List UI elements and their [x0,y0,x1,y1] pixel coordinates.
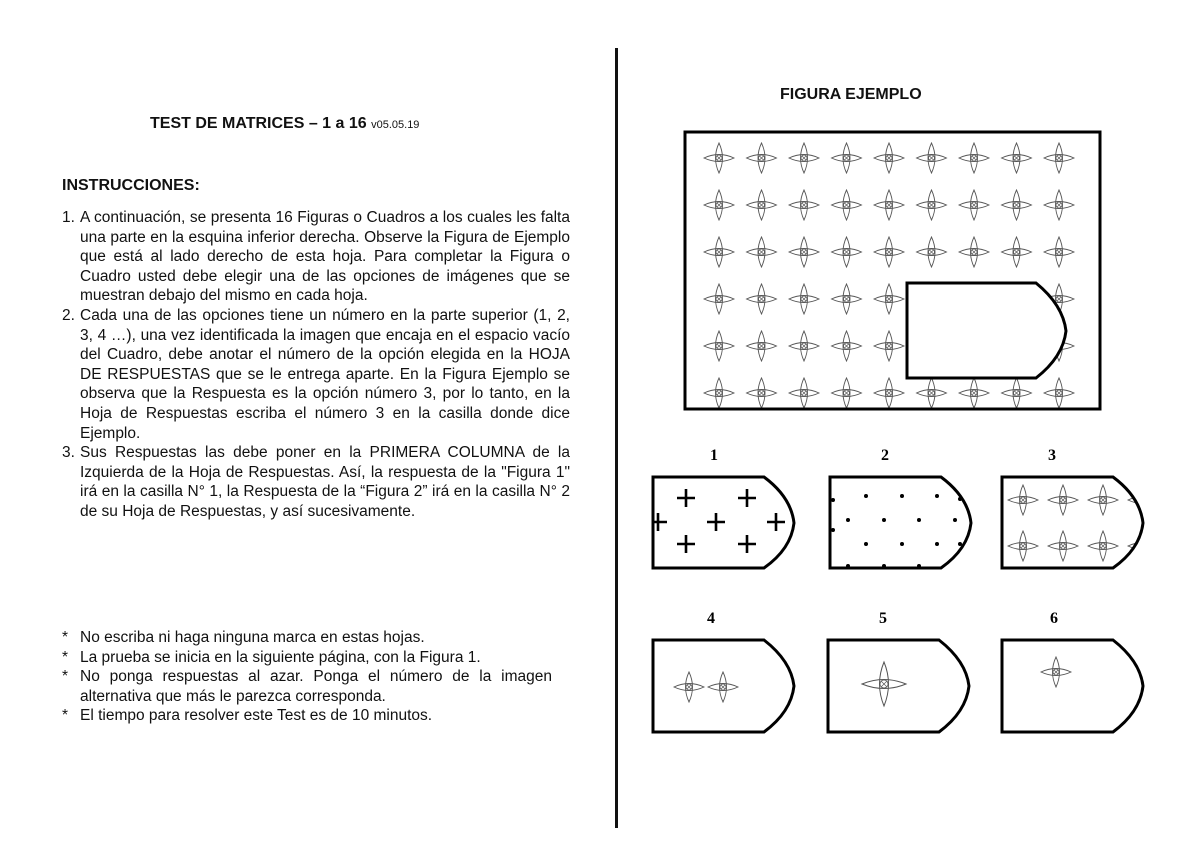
star-icon [747,190,777,220]
star-icon [917,143,947,173]
option-5-label: 5 [879,610,887,627]
star-icon [959,237,989,267]
note-text: La prueba se inicia en la siguiente página, con la Figura 1. [80,648,481,666]
matrix-figure [685,132,1100,409]
option-6-piece [1002,640,1143,732]
star-icon [874,331,904,361]
note-marker: * [62,707,69,725]
title-text: TEST DE MATRICES – 1 a 16 [150,115,367,132]
option-3-label: 3 [1048,447,1056,464]
instructions-heading: INSTRUCCIONES: [62,177,200,194]
star-icon [704,237,734,267]
star-icon [1002,190,1032,220]
star-icon [874,284,904,314]
example-figure-title: FIGURA EJEMPLO [780,86,922,103]
step-number: 2. [62,306,75,324]
star-icon [1044,143,1074,173]
star-icon [874,237,904,267]
star-icon [917,237,947,267]
star-icon [874,143,904,173]
missing-piece-area [907,283,1066,378]
option-6-outline [1002,640,1143,732]
option-2-piece [830,477,971,568]
star-icon [832,331,862,361]
step-number: 1. [62,209,75,226]
note-marker: * [62,668,69,686]
star-icon [1044,190,1074,220]
version-text: v05.05.19 [371,119,420,131]
star-icon [789,190,819,220]
star-icon [959,190,989,220]
star-icon [1002,237,1032,267]
star-icon [704,378,734,408]
star-icon [789,378,819,408]
step-text: Cada una de las opciones tiene un número en la parte superior (1, 2, 3, 4 …), una vez identificada la imagen que encaja en el espacio vacío del Cuadro, debe anotar el número de la opción elegida en la HOJA DE RESPUESTAS que se le entrega aparte. En la Figura Ejemplo se observa que la Respuesta es la opción número 3, por lo tanto, en la Hoja de Respuestas escriba el número 3 en la casilla donde dice Ejemplo. [80,306,570,442]
plus-sign-pattern [649,489,785,553]
option-1-label: 1 [710,447,718,464]
star-icon [704,331,734,361]
star-icon [747,331,777,361]
star-icon [874,190,904,220]
step-text: Sus Respuestas las debe poner en la PRIMERA COLUMNA de la Izquierda de la Hoja de Respuestas. Así, la respuesta de la "Figura 1" irá en la casilla N° 1, la Respuesta de la “Figura 2” irá en la casilla N° 2 de su Hoja de Respuestas, y así sucesivamente. [80,444,570,520]
note-text: No escriba ni haga ninguna marca en estas hojas. [80,629,425,646]
note-marker: * [62,629,69,646]
star-icon [789,143,819,173]
step-number: 3. [62,444,75,462]
star-icon [704,143,734,173]
option-2-label: 2 [881,447,889,464]
star-icon [674,672,704,702]
star-icon [917,378,947,408]
option-5-outline [828,640,969,732]
star-icon [1044,378,1074,408]
option-4-piece [653,640,794,732]
star-icon [789,284,819,314]
star-icon [747,143,777,173]
star-icon [704,284,734,314]
star-icon [704,190,734,220]
option-4-outline [653,640,794,732]
dot-pattern [831,494,962,568]
option-3-outline [1002,477,1143,568]
star-icon [959,143,989,173]
large-star-icon [862,662,906,706]
star-pattern [1008,485,1158,561]
note-text: No ponga respuestas al azar. Ponga el número de la imagen alternativa que más le parezca corresponda. [80,668,552,705]
star-icon [789,237,819,267]
option-5-piece [828,640,969,732]
star-icon [874,378,904,408]
star-icon [917,190,947,220]
star-icon [747,284,777,314]
option-4-label: 4 [707,610,715,627]
option-2-outline [830,477,971,568]
step-text: A continuación, se presenta 16 Figuras o Cuadros a los cuales les falta una parte en la esquina inferior derecha. Observe la Figura de Ejemplo que está al lado derecho de esta hoja. Para completar la Figura o Cuadro usted debe elegir una de las opciones de imágenes que se muestran debajo del mismo en cada hoja. [80,209,570,305]
star-icon [1044,237,1074,267]
star-icon [832,284,862,314]
star-icon [832,190,862,220]
star-icon [1002,378,1032,408]
star-icon [789,331,819,361]
star-icon [1002,143,1032,173]
star-icon [747,237,777,267]
note-text: El tiempo para resolver este Test es de 10 minutos. [80,707,433,725]
note-marker: * [62,648,69,666]
option-3-piece [1002,477,1158,568]
star-icon [747,378,777,408]
star-icon [1041,657,1071,687]
star-icon [832,237,862,267]
star-icon [832,378,862,408]
option-6-label: 6 [1050,610,1058,627]
star-icon [708,672,738,702]
star-icon [832,143,862,173]
option-1-piece [649,477,794,568]
star-icon [959,378,989,408]
